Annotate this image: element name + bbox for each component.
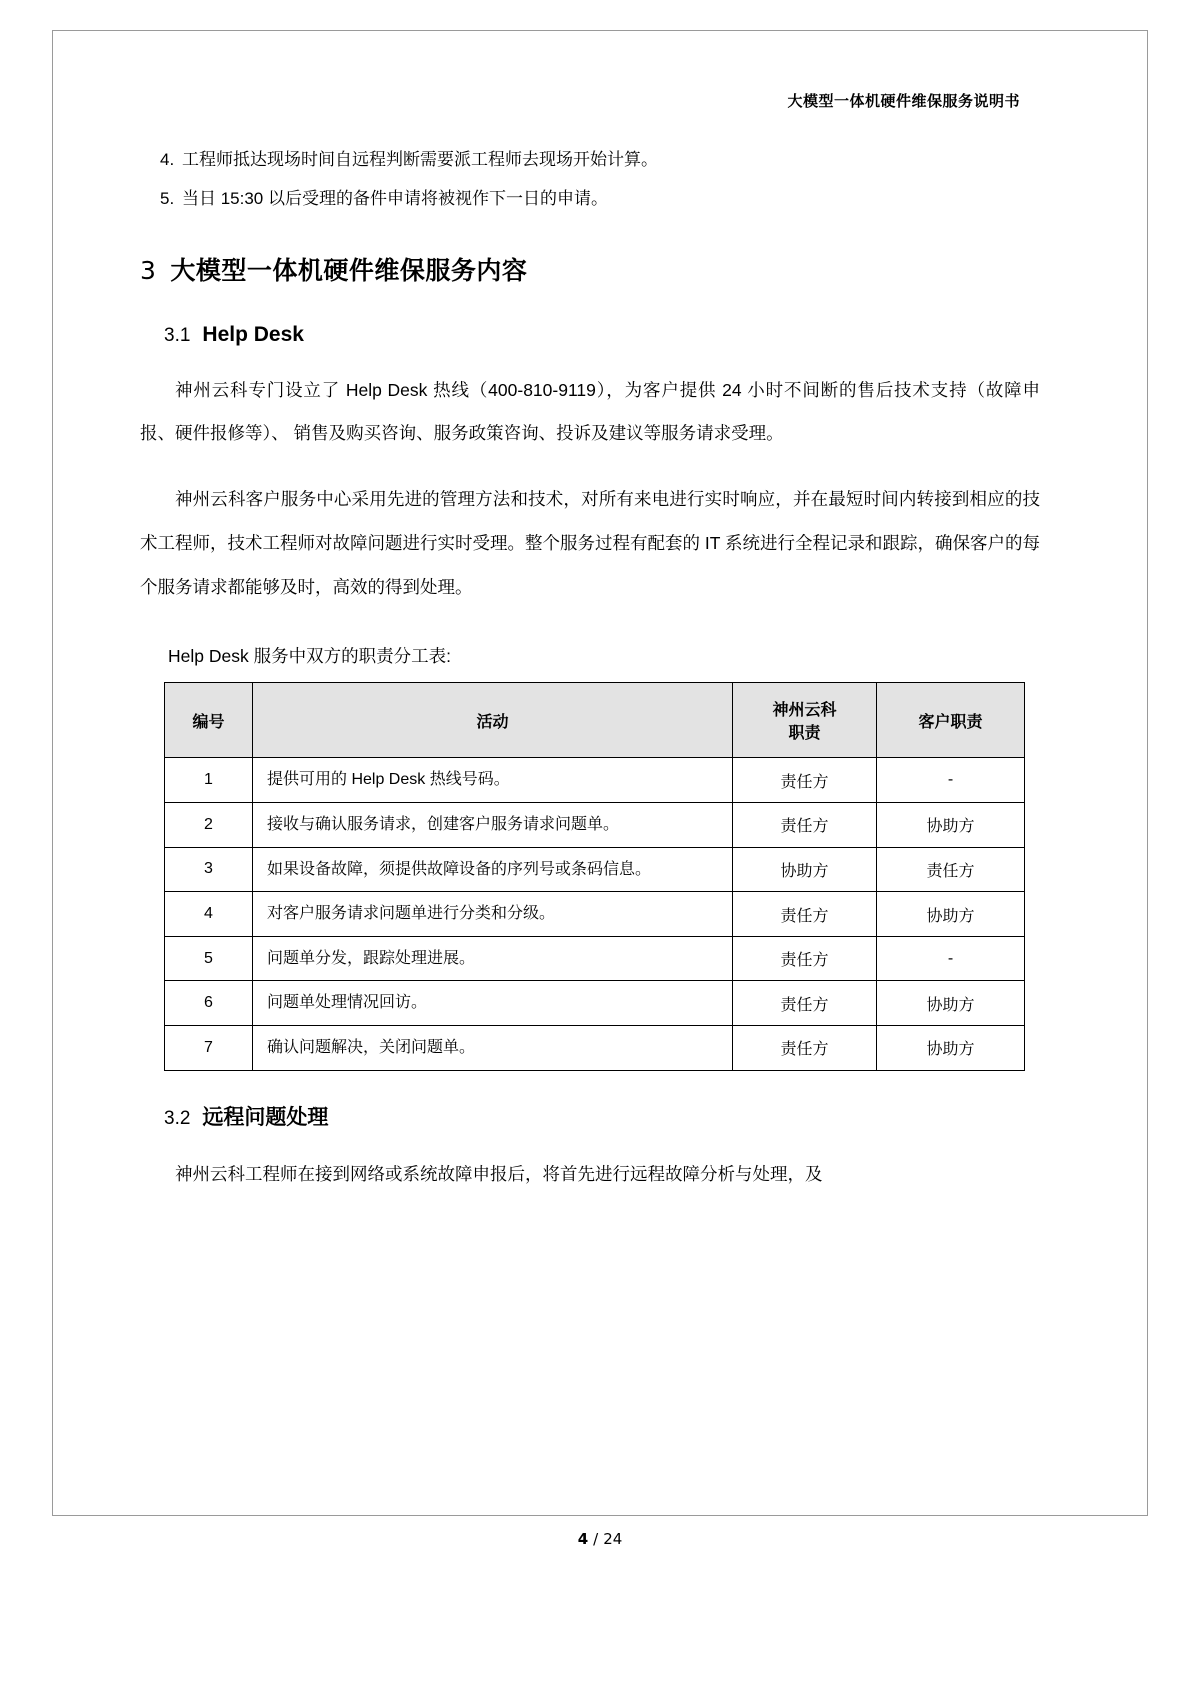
cell-index: 3 [165, 847, 253, 892]
cell-vendor-role: 协助方 [733, 847, 877, 892]
table-header [165, 683, 1025, 758]
page-footer [0, 1530, 1200, 1548]
table-row [165, 847, 1025, 892]
cell-vendor-role: 责任方 [733, 892, 877, 937]
section-number: 3 [140, 255, 157, 285]
column-header-vendor-line2: 职责 [788, 725, 821, 743]
cell-activity: 问题单分发，跟踪处理进展。 [253, 936, 733, 981]
table-row [165, 803, 1025, 848]
cell-index: 6 [165, 981, 253, 1026]
cell-activity: 问题单处理情况回访。 [253, 981, 733, 1026]
cell-activity: 接收与确认服务请求，创建客户服务请求问题单。 [253, 803, 733, 848]
table-row [165, 892, 1025, 937]
cell-activity: 如果设备故障，须提供故障设备的序列号或条码信息。 [253, 847, 733, 892]
cell-customer-role: 责任方 [877, 847, 1025, 892]
column-header-index: 编号 [165, 683, 253, 758]
cell-index: 1 [165, 758, 253, 803]
column-header-vendor-line1: 神州云科 [772, 702, 837, 720]
table-header-row [165, 683, 1025, 758]
table-caption: Help Desk 服务中双方的职责分工表: [168, 646, 451, 667]
cell-vendor-role: 责任方 [733, 981, 877, 1026]
cell-index: 7 [165, 1026, 253, 1071]
page-content [140, 60, 1040, 1196]
table-row [165, 936, 1025, 981]
cell-customer-role: 协助方 [877, 803, 1025, 848]
responsibility-table [164, 682, 1025, 1070]
subsection-heading-help-desk [164, 323, 1040, 347]
cell-activity: 提供可用的 Help Desk 热线号码。 [253, 758, 733, 803]
paragraph-remote-support-1: 神州云科工程师在接到网络或系统故障申报后，将首先进行远程故障分析与处理，及 [175, 1163, 823, 1184]
section-title: 大模型一体机硬件维保服务内容 [170, 256, 528, 285]
paragraph-help-desk-2: 神州云科客户服务中心采用先进的管理方法和技术，对所有来电进行实时响应，并在最短时间内转接到相应的技术工程师，技术工程师对故障问题进行实时受理。整个服务过程有配套的 IT 系统进行全程记录和跟踪，确保客户的每个服务请求都能够及时，高效的得到处理。 [140, 489, 1040, 597]
cell-activity: 确认问题解决，关闭问题单。 [253, 1026, 733, 1071]
subsection-number: 3.2 [164, 1107, 191, 1129]
list-item-text: 工程师抵达现场时间自远程判断需要派工程师去现场开始计算。 [182, 150, 658, 169]
table-body [165, 758, 1025, 1070]
cell-index: 5 [165, 936, 253, 981]
paragraph-help-desk-1: 神州云科专门设立了 Help Desk 热线（400-810-9119），为客户提供 24 小时不间断的售后技术支持（故障申报、硬件报修等）、 销售及购买咨询、服务政策咨询、投诉及建议等服务请求受理。 [140, 379, 1040, 444]
column-header-vendor [733, 683, 877, 758]
numbered-list [140, 147, 1040, 213]
subsection-title: 远程问题处理 [202, 1105, 329, 1129]
list-item-number: 4. [160, 150, 175, 169]
list-item [140, 147, 1040, 173]
subsection-heading-remote-support [164, 1101, 1040, 1131]
cell-index: 2 [165, 803, 253, 848]
cell-vendor-role: 责任方 [733, 936, 877, 981]
cell-customer-role: - [877, 936, 1025, 981]
cell-customer-role: 协助方 [877, 892, 1025, 937]
cell-customer-role: 协助方 [877, 981, 1025, 1026]
cell-index: 4 [165, 892, 253, 937]
cell-customer-role: 协助方 [877, 1026, 1025, 1071]
cell-vendor-role: 责任方 [733, 758, 877, 803]
table-row [165, 1026, 1025, 1071]
page-header-title: 大模型一体机硬件维保服务说明书 [787, 92, 1020, 110]
subsection-title: Help Desk [202, 322, 304, 346]
cell-vendor-role: 责任方 [733, 1026, 877, 1071]
table-row [165, 981, 1025, 1026]
list-item-number: 5. [160, 189, 175, 209]
list-item [140, 186, 1040, 212]
column-header-activity: 活动 [253, 683, 733, 758]
table-row [165, 758, 1025, 803]
list-item-text: 当日 15:30 以后受理的备件申请将被视作下一日的申请。 [182, 189, 608, 209]
cell-vendor-role: 责任方 [733, 803, 877, 848]
cell-activity: 对客户服务请求问题单进行分类和分级。 [253, 892, 733, 937]
section-heading [140, 251, 1040, 287]
cell-customer-role: - [877, 758, 1025, 803]
footer-total-pages: 24 [603, 1530, 623, 1548]
subsection-number: 3.1 [164, 324, 191, 346]
footer-separator: / [593, 1530, 599, 1548]
footer-current-page: 4 [577, 1530, 589, 1548]
column-header-customer: 客户职责 [877, 683, 1025, 758]
